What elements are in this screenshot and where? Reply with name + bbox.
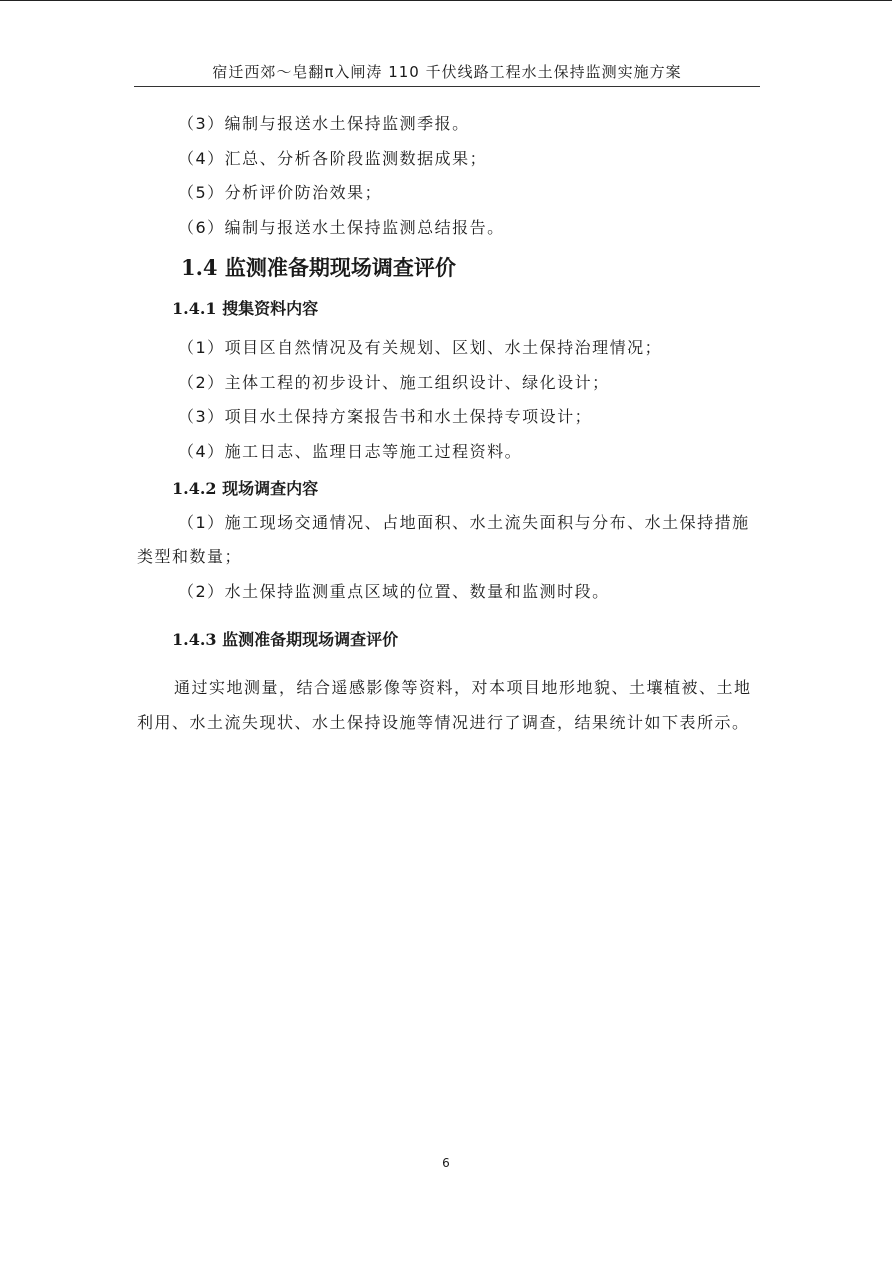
list-item: （3）项目水土保持方案报告书和水土保持专项设计； — [178, 407, 593, 426]
page-header: 宿迁西郊～皂翻π入闸涛 110 千伏线路工程水土保持监测实施方案 — [134, 60, 760, 87]
list-item: （4）汇总、分析各阶段监测数据成果； — [178, 149, 488, 168]
subsection-heading-1-4-2: 1.4.2 现场调查内容 — [172, 479, 319, 498]
list-item: （1）项目区自然情况及有关规划、区划、水土保持治理情况； — [178, 338, 663, 357]
subsection-heading-1-4-3: 1.4.3 监测准备期现场调查评价 — [172, 630, 399, 649]
list-item: （2）主体工程的初步设计、施工组织设计、绿化设计； — [178, 373, 610, 392]
list-item: （4）施工日志、监理日志等施工过程资料。 — [178, 442, 523, 461]
list-item: （5）分析评价防治效果； — [178, 183, 383, 202]
list-item: （2）水土保持监测重点区域的位置、数量和监测时段。 — [178, 582, 610, 601]
list-item: （1）施工现场交通情况、占地面积、水土流失面积与分布、水土保持措施 — [178, 513, 750, 532]
page-number: 6 — [442, 1156, 450, 1170]
section-heading-1-4: 1.4 监测准备期现场调查评价 — [181, 255, 456, 280]
list-item: （6）编制与报送水土保持监测总结报告。 — [178, 218, 505, 237]
paragraph-line: 通过实地测量，结合遥感影像等资料，对本项目地形地貌、土壤植被、土地 — [174, 678, 752, 697]
subsection-heading-1-4-1: 1.4.1 搜集资料内容 — [172, 299, 319, 318]
paragraph-line: 利用、水土流失现状、水土保持设施等情况进行了调查，结果统计如下表所示。 — [137, 713, 750, 732]
list-item-continuation: 类型和数量； — [137, 547, 243, 566]
top-border-line — [0, 0, 892, 1]
list-item: （3）编制与报送水土保持监测季报。 — [178, 114, 470, 133]
